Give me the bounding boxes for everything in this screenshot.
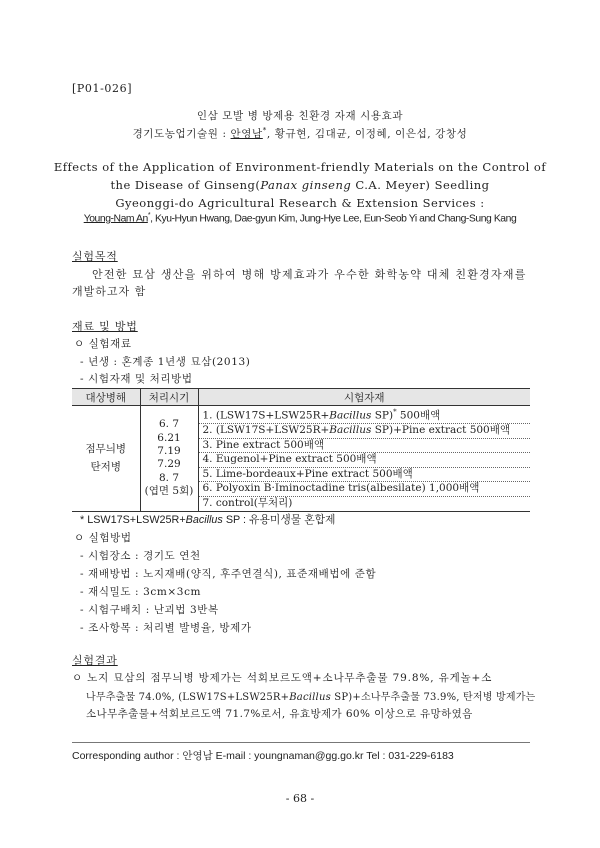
species-name: Panax ginseng [260,178,352,192]
material-item-treatment: - 시험자재 및 처리방법 [80,373,193,385]
coauthors-korean: , 황규현, 김대균, 이정혜, 이은섭, 강창성 [266,128,468,140]
methods-heading: 재료 및 방법 [72,320,138,333]
title-english-line1: Effects of the Application of Environment-friendly Materials on the Control of [53,160,547,174]
disease-line2: 탄저병 [90,461,121,474]
timing-note: (엽면 5회) [144,485,194,498]
corresponding-mark: * [262,126,267,135]
material-item-year: - 년생 : 혼계종 1년생 묘삼(2013) [80,356,251,368]
method-item: - 재식밀도 : 3cm×3cm [80,586,202,598]
institution-korean: 경기도농업기술원 : [132,128,227,140]
disease-line1: 점무늬병 [85,443,127,456]
footnote-text-b: SP : 유용미생물 혼합제 [222,514,336,526]
footnote-italic: Bacillus [185,514,223,526]
material-footnote-mark: * [393,408,397,416]
coauthors-english: , Kyu-Hyun Hwang, Dae-gyun Kim, Jung-Hye Lee, Eun-Seob Yi and Chang-Sung Kang [150,213,517,225]
title-english-line2-b: C.A. Meyer) Seedling [351,178,490,192]
timing-date: 7.19 [157,444,181,457]
authors-korean [0,126,600,141]
table-row: 4. Eugenol+Pine extract 500배액 [198,453,530,468]
results-line3: 소나무추출물+석회보르도액 71.7%로서, 유효방제가 60% 이상으로 유망하였음 [86,708,473,720]
footer-divider [72,742,530,743]
table-row [198,424,530,439]
authors-english [0,212,600,224]
title-english-line2 [0,178,600,192]
purpose-heading: 실험목적 [72,250,118,263]
results-heading: 실험결과 [72,654,118,667]
table-row: 5. Lime-bordeaux+Pine extract 500배액 [198,467,530,482]
institution-english: Gyeonggi-do Agricultural Research & Extension Services : [115,196,485,210]
results-italic: Bacillus [289,692,331,703]
material-text: 500배액 [396,409,441,422]
treatment-table [72,388,530,512]
timing-date: 6.21 [157,431,181,444]
table-row: 3. Pine extract 500배액 [198,438,530,453]
results-line2-b: SP)+소나무추출물 73.9%, 탄저병 방제가는 [330,692,536,703]
method-item: - 시험구배치 : 난괴법 3반복 [80,604,219,616]
author-mark-english: * [147,212,151,219]
purpose-line2: 개발하고자 함 [72,285,147,298]
timing-date: 8. 7 [158,471,180,484]
timing-date: 7.29 [157,458,181,471]
table-row: 7. control(무처리) [198,497,530,512]
corresponding-author: Corresponding author : 안영남 E-mail : youngnaman@gg.go.kr Tel : 031-229-6183 [72,750,454,762]
table-footnote [80,512,336,527]
first-author-english: Young-Nam An [83,213,148,225]
table-row: 6. Polyoxin B·Iminoctadine tris(albesilate) 1,000배액 [198,482,530,497]
method-item: - 조사항목 : 처리별 발병율, 방제가 [80,622,252,634]
material-text: SP) [371,409,394,422]
material-text: 1. (LSW17S+LSW25R+ [202,409,330,422]
material-italic: Bacillus [329,424,372,437]
material-heading: ㅇ 실험재료 [74,338,132,350]
method-item: - 재배방법 : 노지재배(양직, 후주연결식), 표준재배법에 준함 [80,568,377,580]
purpose-line1: 안전한 묘삼 생산을 위하여 병해 방제효과가 우수한 화학농약 대체 친환경자재를 [92,268,527,281]
material-text: 2. (LSW17S+LSW25R+ [202,424,330,437]
abstract-code: [P01-026] [72,82,133,95]
table-row [198,406,530,424]
first-author-korean: 안영남 [230,128,263,140]
page-number: - 68 - [285,792,315,805]
method-item: - 시험장소 : 경기도 연천 [80,550,201,562]
results-line1: ㅇ 노지 묘삼의 점무늬병 방제가는 석회보르도액+소나무추출물 79.8%, 유게놀+소 [72,672,493,684]
table-cell-disease [72,406,140,512]
table-cell-timing [140,406,198,512]
title-korean: 인삼 모발 병 방제용 친환경 자재 시용효과 [196,110,404,122]
material-text: SP)+Pine extract 500배액 [371,424,511,437]
method-heading: ㅇ 실험방법 [74,532,132,544]
timing-date: 6. 7 [158,418,180,431]
results-line2 [86,688,535,703]
table-header-timing: 처리시기 [140,389,198,406]
results-line2-a: 나무추출물 74.0%, (LSW17S+LSW25R+ [86,692,290,703]
table-header-material: 시험자재 [198,389,530,406]
title-english-line2-a: the Disease of Ginseng( [110,178,261,192]
material-italic: Bacillus [329,409,372,422]
table-header-disease: 대상병해 [72,389,140,406]
footnote-text-a: * LSW17S+LSW25R+ [80,514,186,526]
